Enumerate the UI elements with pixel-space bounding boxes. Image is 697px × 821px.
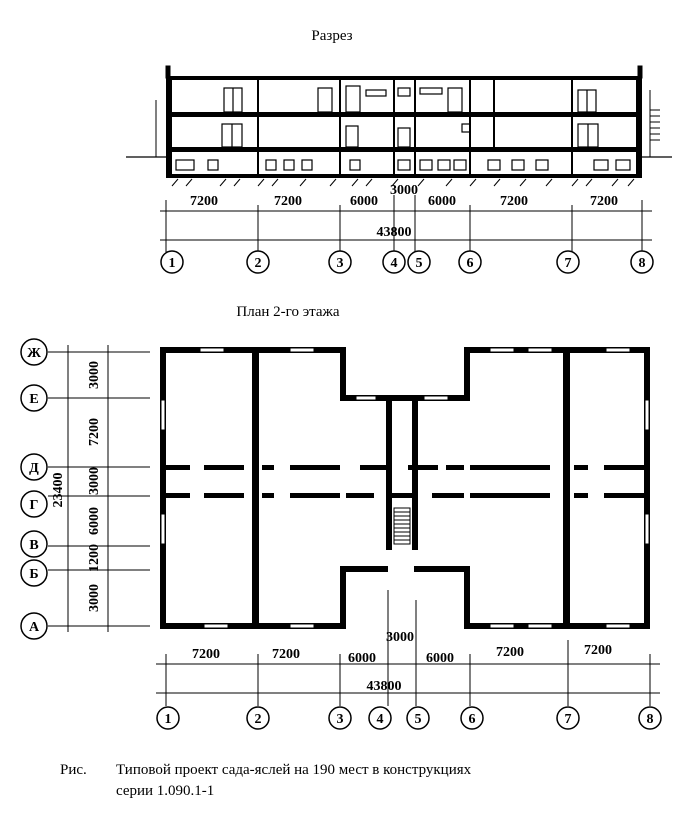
stair-icon [394,508,410,544]
row-axis-a [21,613,47,639]
svg-text:В: В [29,538,39,553]
plan-dim-4-5: 3000 [386,630,414,645]
section-axis-5 [408,251,430,273]
plan-axis-1 [157,707,179,729]
row-axis-g [21,491,47,517]
svg-text:1: 1 [164,712,172,727]
plan-vdim-g-v: 6000 [87,507,102,535]
svg-text:Г: Г [29,498,39,513]
section-axis-2 [247,251,269,273]
section-axis-4 [383,251,405,273]
row-axis-e [21,385,47,411]
plan-axis-markers [157,707,661,729]
plan-dim-1-2: 7200 [192,647,220,662]
svg-text:А: А [28,620,40,635]
section-title: Разрез [311,28,353,44]
svg-text:8: 8 [638,256,646,271]
plan-vdim-d-g: 3000 [87,467,102,495]
floor-plan [160,347,650,629]
plan-vdim-zh-e: 3000 [87,361,102,389]
figure-caption-line-2: серии 1.090.1-1 [116,783,215,799]
plan-row-markers [21,339,47,639]
svg-text:7: 7 [564,256,572,271]
plan-dim-6-7: 7200 [496,645,524,660]
plan-dim-3-4: 6000 [348,651,376,666]
section-axis-markers [161,251,653,273]
svg-text:6: 6 [468,712,476,727]
figure-label: Рис. [60,762,87,778]
plan-dim-7-8: 7200 [584,643,612,658]
plan-axis-6 [461,707,483,729]
section-dim-3-4: 6000 [350,194,378,209]
svg-text:8: 8 [646,712,654,727]
row-axis-zh [21,339,47,365]
section-dim-2-3: 7200 [274,194,302,209]
plan-vdim-e-d: 7200 [87,418,102,446]
plan-dim-5-6: 6000 [426,651,454,666]
svg-text:5: 5 [415,256,423,271]
section-dim-5-6: 6000 [428,194,456,209]
svg-text:2: 2 [254,256,262,271]
plan-axis-2 [247,707,269,729]
plan-axis-3 [329,707,351,729]
svg-text:4: 4 [390,256,398,271]
svg-text:3: 3 [336,712,344,727]
row-axis-d [21,454,47,480]
plan-axis-8 [639,707,661,729]
svg-text:1: 1 [168,256,176,271]
section-axis-8 [631,251,653,273]
svg-text:Ж: Ж [27,346,41,361]
svg-text:Д: Д [29,461,39,476]
svg-text:6: 6 [466,256,474,271]
plan-dim-total: 43800 [366,679,402,694]
svg-text:Б: Б [29,567,39,582]
plan-axis-7 [557,707,579,729]
plan-windows [161,348,649,628]
svg-text:2: 2 [254,712,262,727]
plan-axis-5 [407,707,429,729]
plan-vdim-b-a: 3000 [87,584,102,612]
section-dim-1-2: 7200 [190,194,218,209]
svg-text:3: 3 [336,256,344,271]
svg-text:7: 7 [564,712,572,727]
section-dim-7-8: 7200 [590,194,618,209]
section-axis-3 [329,251,351,273]
figure-caption-line-1: Типовой проект сада-яслей на 190 мест в конструкциях [116,762,472,778]
section-dim-6-7: 7200 [500,194,528,209]
svg-text:4: 4 [376,712,384,727]
svg-text:5: 5 [414,712,422,727]
plan-vdim-v-b: 1200 [87,544,102,572]
row-axis-b [21,560,47,586]
plan-axis-4 [369,707,391,729]
section-axis-6 [459,251,481,273]
plan-dim-2-3: 7200 [272,647,300,662]
plan-vdim-total: 23400 [51,472,66,508]
section-dim-4-5: 3000 [390,183,418,198]
plan-title: План 2-го этажа [236,304,340,320]
section-building [126,66,672,186]
svg-text:Е: Е [29,392,39,407]
section-dimension-chain [160,195,652,252]
row-axis-v [21,531,47,557]
section-axis-1 [161,251,183,273]
section-axis-7 [557,251,579,273]
section-dim-total: 43800 [376,225,412,240]
